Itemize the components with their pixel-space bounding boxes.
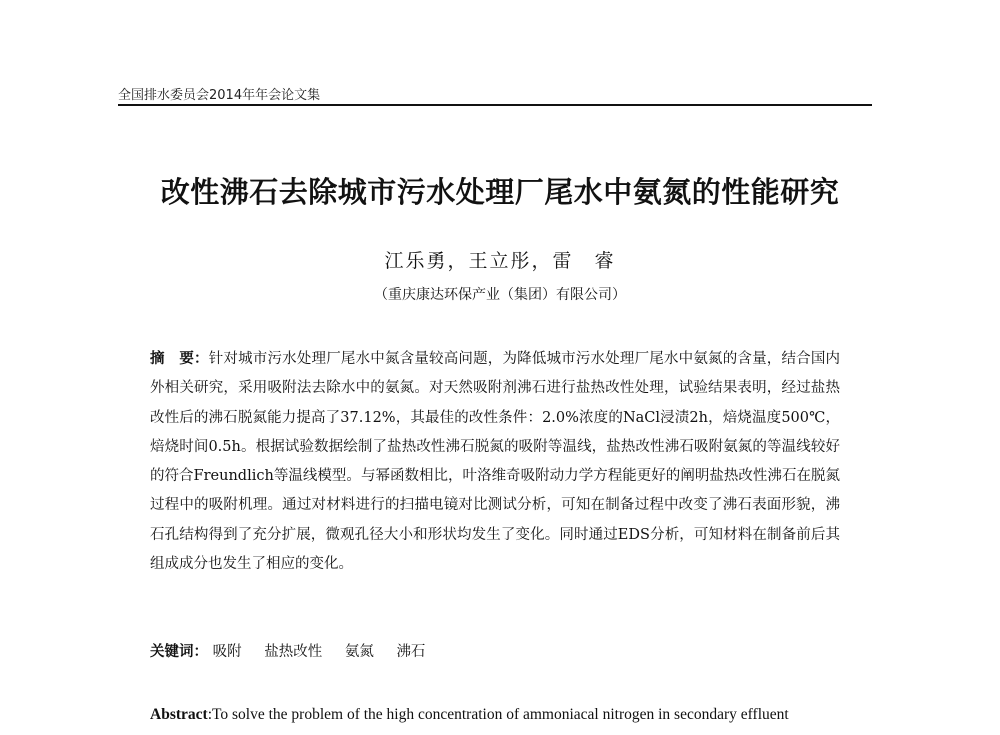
paper-authors: 江乐勇，王立彤，雷 睿 — [384, 250, 616, 272]
paper-affiliation: （重庆康达环保产业（集团）有限公司） — [374, 287, 626, 303]
header-rule — [118, 104, 872, 106]
keyword-item: 吸附 — [212, 644, 242, 660]
abstract-text: 针对城市污水处理厂尾水中氮含量较高问题，为降低城市污水处理厂尾水中氨氮的含量，结合国内外相关研究，采用吸附法去除水中的氨氮。对天然吸附剂沸石进行盐热改性处理，试验结果表明，经过盐热改性后的沸石脱氮能力提高了37.12%，其最佳的改性条件：2.0%浓度的NaCl浸渍2h，焙烧温度500℃，焙烧时间0.5h。根据试验数据绘制了盐热改性沸石脱氮的吸附等温线，盐热改性沸石吸附氨氮的等温线较好的符合Freundlich等温线模型。与幂函数相比，叶洛维奇吸附动力学方程能更好的阐明盐热改性沸石在脱氮过程中的吸附机理。通过对材料进行的扫描电镜对比测试分析，可知在制备过程中改变了沸石表面形貌，沸石孔结构得到了充分扩展，微观孔径大小和形状均发生了变化。同时通过EDS分析，可知材料在制备前后其组成成分也发生了相应的变化。 — [150, 351, 841, 573]
keyword-item: 沸石 — [396, 644, 426, 660]
keyword-item: 盐热改性 — [264, 644, 323, 660]
abstract-label: 摘 要： — [150, 351, 209, 367]
running-header: 全国排水委员会2014年年会论文集 — [118, 88, 321, 103]
paper-title: 改性沸石去除城市污水处理厂尾水中氨氮的性能研究 — [160, 175, 840, 209]
chinese-abstract — [150, 345, 840, 579]
keywords-label: 关键词： — [150, 644, 208, 660]
english-abstract-text: :To solve the problem of the high concentration of ammoniacal nitrogen in secondary effluent — [207, 706, 789, 723]
english-abstract-label: Abstract — [150, 706, 208, 723]
keyword-item: 氨氮 — [344, 644, 374, 660]
english-abstract — [150, 706, 874, 724]
keywords — [150, 640, 840, 661]
